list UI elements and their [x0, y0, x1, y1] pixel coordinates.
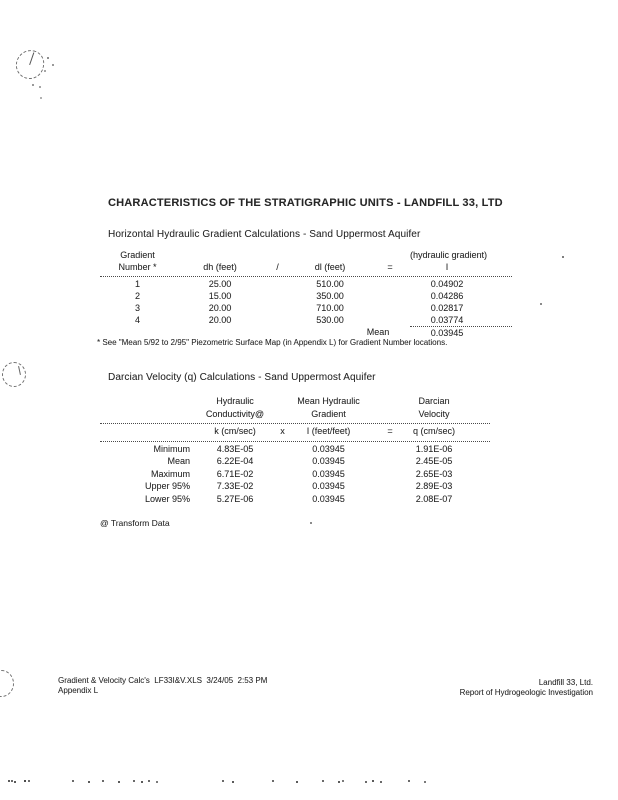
dotted-rule — [100, 274, 512, 277]
cell-gradient: 0.04902 — [430, 279, 464, 289]
mean-value: 0.03945 — [410, 326, 512, 339]
section-title-gradient: Horizontal Hydraulic Gradient Calculations - Sand Uppermost Aquifer — [108, 229, 421, 240]
cell-q: 2.45E-05 — [415, 456, 453, 466]
transform-data-note: @ Transform Data — [100, 518, 170, 528]
cell-dh: 15.00 — [208, 291, 232, 301]
cell-number: 1 — [134, 279, 140, 289]
dotted-rule — [100, 421, 490, 424]
cell-dl: 710.00 — [316, 303, 344, 313]
header-velocity: Velocity — [418, 408, 450, 419]
punch-hole-artifact-bottom — [0, 670, 14, 697]
cell-k: 4.83E-05 — [216, 443, 254, 454]
velocity-header-row-2 — [100, 408, 490, 421]
punch-hole-artifact-top — [13, 47, 46, 81]
header-darcian: Darcian — [418, 396, 450, 406]
dotted-rule — [100, 439, 490, 442]
cell-i: 0.03945 — [312, 493, 345, 504]
gradient-table — [100, 249, 512, 339]
gradient-table-footnote: * See "Mean 5/92 to 2/95" Piezometric Surface Map (in Appendix L) for Gradient Number locations. — [97, 338, 448, 347]
scan-speckle-row-bottom — [8, 780, 10, 782]
cell-i: 0.03945 — [312, 443, 345, 454]
cell-gradient: 0.04286 — [430, 291, 464, 301]
header-i: I — [445, 262, 449, 272]
header-mean-hydraulic: Mean Hydraulic — [297, 396, 360, 406]
scan-speckles-misc — [562, 256, 564, 258]
header-hydraulic: Hydraulic — [216, 396, 254, 406]
cell-dh: 20.00 — [208, 303, 232, 313]
cell-dl: 350.00 — [316, 291, 344, 301]
row-label: Upper 95% — [144, 481, 190, 491]
velocity-header-row-1 — [100, 395, 490, 408]
cell-k: 7.33E-02 — [216, 481, 254, 491]
footer-company: Landfill 33, Ltd. — [538, 678, 593, 687]
cell-k: 5.27E-06 — [216, 493, 254, 504]
equals-operator: = — [387, 426, 393, 436]
mean-label: Mean — [366, 327, 390, 337]
row-label: Lower 95% — [144, 493, 190, 504]
subheader-i: I (feet/feet) — [306, 426, 351, 436]
cell-dh: 25.00 — [208, 279, 232, 289]
footer-right — [340, 678, 593, 698]
cell-q: 2.65E-03 — [415, 468, 453, 479]
footer-report-title: Report of Hydrogeologic Investigation — [459, 688, 593, 697]
footer-left — [58, 676, 267, 696]
cell-i: 0.03945 — [312, 456, 345, 466]
velocity-table — [100, 395, 490, 505]
cell-number: 4 — [134, 315, 140, 325]
gradient-row-4 — [100, 314, 512, 326]
document-title: CHARACTERISTICS OF THE STRATIGRAPHIC UNITS - LANDFILL 33, LTD — [108, 197, 503, 209]
cell-k: 6.22E-04 — [216, 456, 254, 466]
cell-dl: 530.00 — [316, 315, 344, 325]
header-divide-operator: / — [276, 262, 279, 272]
header-gradient: Gradient — [120, 250, 155, 260]
punch-hole-artifact-middle — [2, 362, 26, 387]
gradient-row-1 — [100, 278, 512, 290]
header-number: Number * — [118, 262, 157, 272]
row-label: Mean — [167, 456, 190, 466]
gradient-table-header-row-2 — [100, 261, 512, 273]
header-conductivity: Conductivity@ — [205, 408, 265, 419]
footer-appendix: Appendix L — [58, 686, 99, 695]
header-hydraulic-gradient: (hydraulic gradient) — [410, 250, 488, 260]
gradient-table-header-row-1 — [100, 249, 512, 261]
subheader-q: q (cm/sec) — [412, 426, 455, 436]
velocity-row-minimum — [100, 443, 490, 456]
cell-k: 6.71E-02 — [216, 468, 254, 479]
velocity-row-lower95 — [100, 493, 490, 506]
header-dl: dl (feet) — [314, 262, 346, 272]
cell-dh: 20.00 — [208, 315, 232, 325]
row-label: Maximum — [150, 468, 190, 479]
velocity-row-maximum — [100, 468, 490, 481]
velocity-subheader-row — [100, 425, 490, 438]
velocity-row-upper95 — [100, 480, 490, 493]
gradient-row-2 — [100, 290, 512, 302]
cell-i: 0.03945 — [312, 468, 345, 479]
cell-number: 3 — [134, 303, 140, 313]
velocity-row-mean — [100, 455, 490, 468]
cell-i: 0.03945 — [312, 481, 345, 491]
section-title-velocity: Darcian Velocity (q) Calculations - Sand Uppermost Aquifer — [108, 372, 376, 383]
cell-dl: 510.00 — [316, 279, 344, 289]
cell-gradient: 0.03774 — [430, 315, 464, 325]
row-label: Minimum — [153, 443, 190, 454]
subheader-k: k (cm/sec) — [214, 426, 256, 436]
cell-q: 2.08E-07 — [415, 493, 453, 504]
gradient-row-3 — [100, 302, 512, 314]
cell-q: 2.89E-03 — [415, 481, 453, 491]
scan-speckles-top — [47, 57, 49, 59]
cell-q: 1.91E-06 — [415, 443, 453, 454]
cell-number: 2 — [134, 291, 140, 301]
header-equals-operator: = — [387, 262, 393, 272]
footer-file-info: Gradient & Velocity Calc's LF33I&V.XLS 3/24/05 2:53 PM — [58, 676, 268, 685]
header-gradient: Gradient — [311, 408, 346, 419]
multiply-operator: x — [280, 426, 285, 436]
header-dh: dh (feet) — [203, 262, 237, 272]
cell-gradient: 0.02817 — [430, 303, 464, 313]
